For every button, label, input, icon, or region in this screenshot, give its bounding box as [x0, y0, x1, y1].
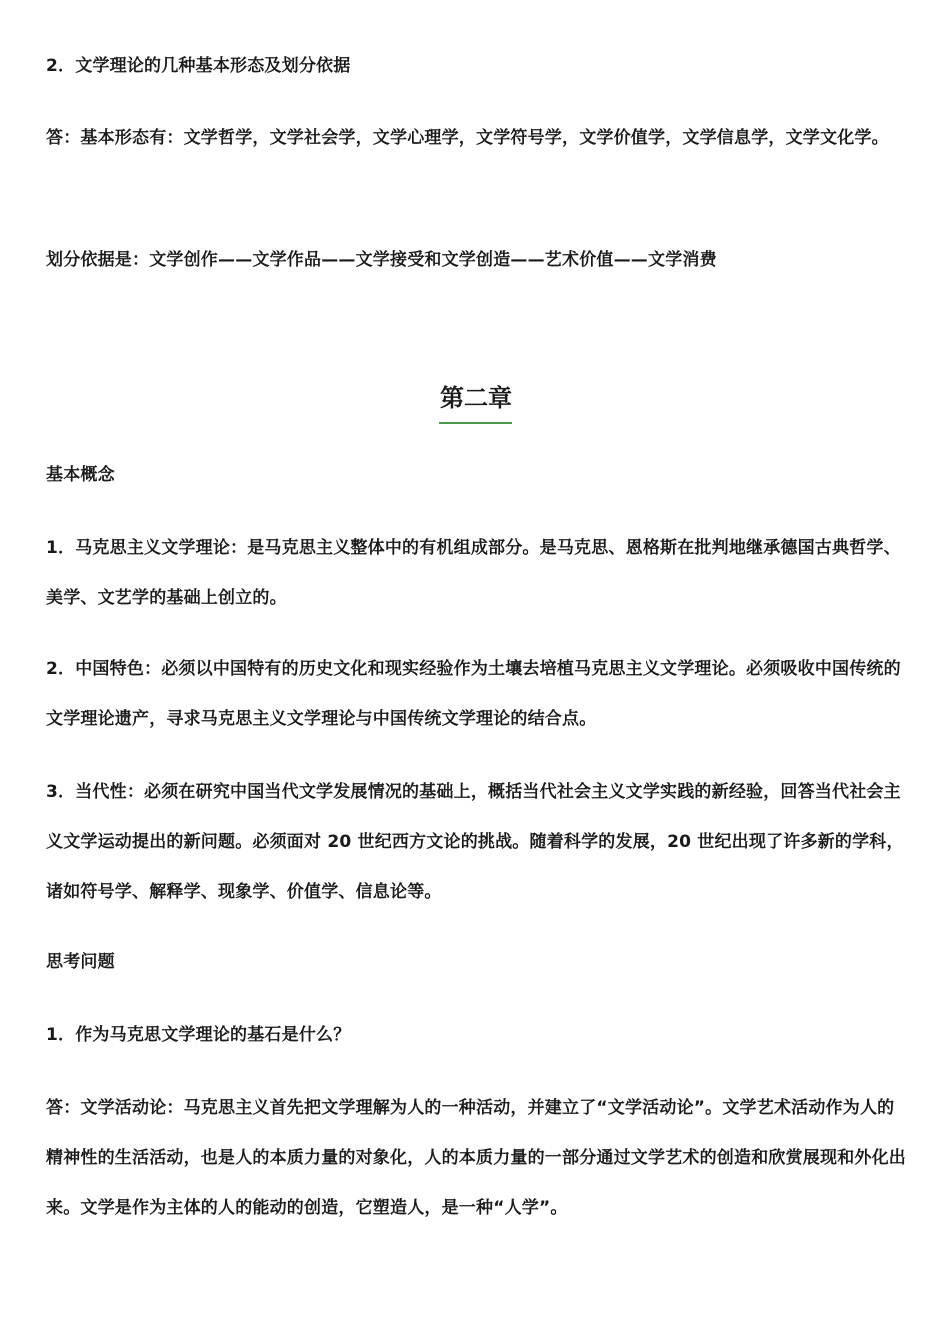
- section-heading: 思考问题: [46, 952, 115, 972]
- answer-paragraph: 答：文学活动论：马克思主义首先把文学理解为人的一种活动，并建立了“文学活动论”。文学艺术活动作为人的精神性的生活活动，也是人的本质力量的对象化，人的本质力量的一部分通过文学艺术的创造和欣赏展现和外化出来。文学是作为主体的人的能动的创造，它塑造人，是一种“人学”。: [46, 1098, 906, 1218]
- chapter-underline: [439, 422, 512, 424]
- answer-paragraph: 答：基本形态有：文学哲学，文学社会学，文学心理学，文学符号学，文学价值学，文学信息学，文学文化学。: [46, 128, 889, 148]
- chapter-title: 第二章: [440, 384, 512, 412]
- basis-paragraph: 划分依据是：文学创作——文学作品——文学接受和文学创造——艺术价值——文学消费: [46, 250, 717, 270]
- question-title: 2．文学理论的几种基本形态及划分依据: [46, 56, 351, 76]
- concept-paragraph: 1．马克思主义文学理论：是马克思主义整体中的有机组成部分。是马克思、恩格斯在批判地继承德国古典哲学、美学、文艺学的基础上创立的。: [46, 538, 901, 608]
- section-heading: 基本概念: [46, 465, 115, 485]
- question-title: 1．作为马克思文学理论的基石是什么？: [46, 1025, 351, 1045]
- concept-paragraph: 2．中国特色：必须以中国特有的历史文化和现实经验作为土壤去培植马克思主义文学理论。必须吸收中国传统的文学理论遗产，寻求马克思主义文学理论与中国传统文学理论的结合点。: [46, 659, 901, 729]
- concept-paragraph: 3．当代性：必须在研究中国当代文学发展情况的基础上，概括当代社会主义文学实践的新经验，回答当代社会主义文学运动提出的新问题。必须面对 20 世纪西方文论的挑战。随着科学的发展，20 世纪出现了许多新的学科，诸如符号学、解释学、现象学、价值学、信息论等。: [46, 782, 904, 902]
